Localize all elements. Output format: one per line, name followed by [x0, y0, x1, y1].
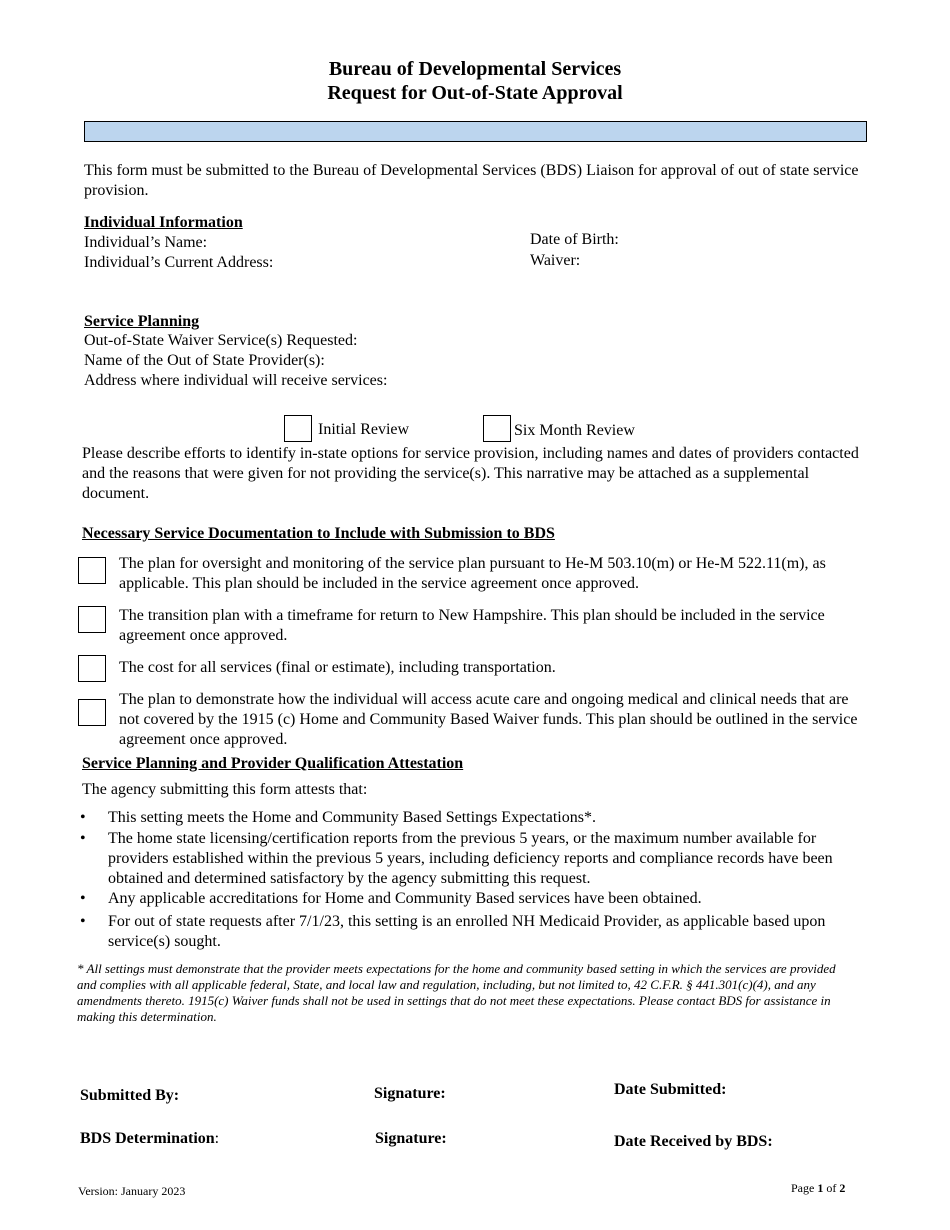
bds-determination-label [80, 1129, 219, 1149]
doc-item-transition: The transition plan with a timeframe for return to New Hampshire. This plan should be included in the service agreement once approved. [119, 607, 825, 644]
intro-text: This form must be submitted to the Bureau of Developmental Services (BDS) Liaison for approval of out of state service provision. [84, 162, 859, 199]
header-bar [84, 121, 867, 142]
doc-checkbox-transition[interactable] [78, 606, 106, 633]
version-label: Version: January 2023 [78, 1184, 186, 1198]
services-requested-label: Out-of-State Waiver Service(s) Requested: [84, 332, 358, 349]
individual-address-label: Individual’s Current Address: [84, 254, 274, 271]
attestation-heading: Service Planning and Provider Qualification Attestation [82, 755, 464, 772]
doc-checkbox-cost[interactable] [78, 655, 106, 682]
bullet-dot: • [80, 809, 86, 826]
page-total: 2 [839, 1181, 846, 1195]
initial-review-label: Initial Review [318, 421, 410, 438]
documentation-heading: Necessary Service Documentation to Include with Submission to BDS [82, 525, 555, 542]
footnote: * All settings must demonstrate that the provider meets expectations for the home and community based setting in which the services are provided and complies with all applicable federal, State, and local law and regulation, including, but not limited to, 42 C.F.R. § 441.301(c)(4), and any amendments thereto. 1915(c) Waiver funds shall not be used in settings that do not meet these expectations. Please contact BDS for assistance in making this determination. [77, 961, 836, 1024]
dob-label: Date of Birth: [530, 231, 619, 248]
page-of: of [826, 1181, 837, 1195]
bullet-dot: • [80, 913, 86, 930]
individual-info-heading: Individual Information [84, 214, 243, 231]
initial-review-checkbox[interactable] [284, 415, 312, 442]
page-number [791, 1181, 845, 1195]
date-submitted-label: Date Submitted: [614, 1081, 727, 1098]
service-planning-heading: Service Planning [84, 313, 200, 330]
six-month-review-checkbox[interactable] [483, 415, 511, 442]
service-address-label: Address where individual will receive services: [84, 372, 388, 389]
provider-name-label: Name of the Out of State Provider(s): [84, 352, 325, 369]
doc-item-oversight: The plan for oversight and monitoring of the service plan pursuant to He-M 503.10(m) or He-M 522.11(m), as applicable. This plan should be included in the service agreement once approved. [119, 555, 826, 592]
six-month-review-label: Six Month Review [514, 422, 635, 439]
page-word: Page [791, 1181, 815, 1195]
attestation-bullet [80, 889, 868, 909]
bds-determination-colon: : [214, 1130, 220, 1147]
doc-item-cost: The cost for all services (final or estimate), including transportation. [119, 659, 556, 676]
doc-item-acute-care: The plan to demonstrate how the individual will access acute care and ongoing medical and clinical needs that are not covered by the 1915 (c) Home and Community Based Waiver funds. This plan should be outlined in the service agreement once approved. [119, 691, 858, 748]
bds-determination-text: BDS Determination [80, 1130, 215, 1147]
date-received-label: Date Received by BDS: [614, 1133, 773, 1150]
page-current: 1 [817, 1181, 824, 1195]
attestation-bullet-text: The home state licensing/certification reports from the previous 5 years, or the maximum number available for providers established within the previous 5 years, including deficiency reports and compliance records have been obtained and determined satisfactory by the agency submitting this request. [108, 830, 833, 887]
signature-label-2: Signature: [375, 1130, 447, 1147]
submitted-by-label: Submitted By: [80, 1087, 180, 1104]
signature-label-1: Signature: [374, 1085, 446, 1102]
attestation-bullet-text: Any applicable accreditations for Home and Community Based services have been obtained. [108, 890, 702, 907]
waiver-label: Waiver: [530, 252, 581, 269]
efforts-description: Please describe efforts to identify in-state options for service provision, including names and dates of providers contacted and the reasons that were given for not providing the service(s). This narrative may be attached as a supplemental document. [82, 445, 859, 502]
attestation-intro: The agency submitting this form attests that: [82, 781, 368, 798]
bullet-dot: • [80, 890, 86, 907]
individual-name-label: Individual’s Name: [84, 234, 208, 251]
attestation-bullet [80, 808, 868, 828]
form-title: Bureau of Developmental Services [328, 58, 622, 80]
attestation-bullet [80, 912, 858, 952]
doc-checkbox-acute-care[interactable] [78, 699, 106, 726]
doc-checkbox-oversight[interactable] [78, 557, 106, 584]
form-subtitle: Request for Out-of-State Approval [327, 82, 623, 104]
attestation-bullet-text: For out of state requests after 7/1/23, this setting is an enrolled NH Medicaid Provider, as applicable based upon service(s) sought. [108, 913, 826, 950]
bullet-dot: • [80, 830, 86, 847]
attestation-bullet [80, 829, 856, 889]
attestation-bullet-text: This setting meets the Home and Community Based Settings Expectations*. [108, 809, 596, 826]
